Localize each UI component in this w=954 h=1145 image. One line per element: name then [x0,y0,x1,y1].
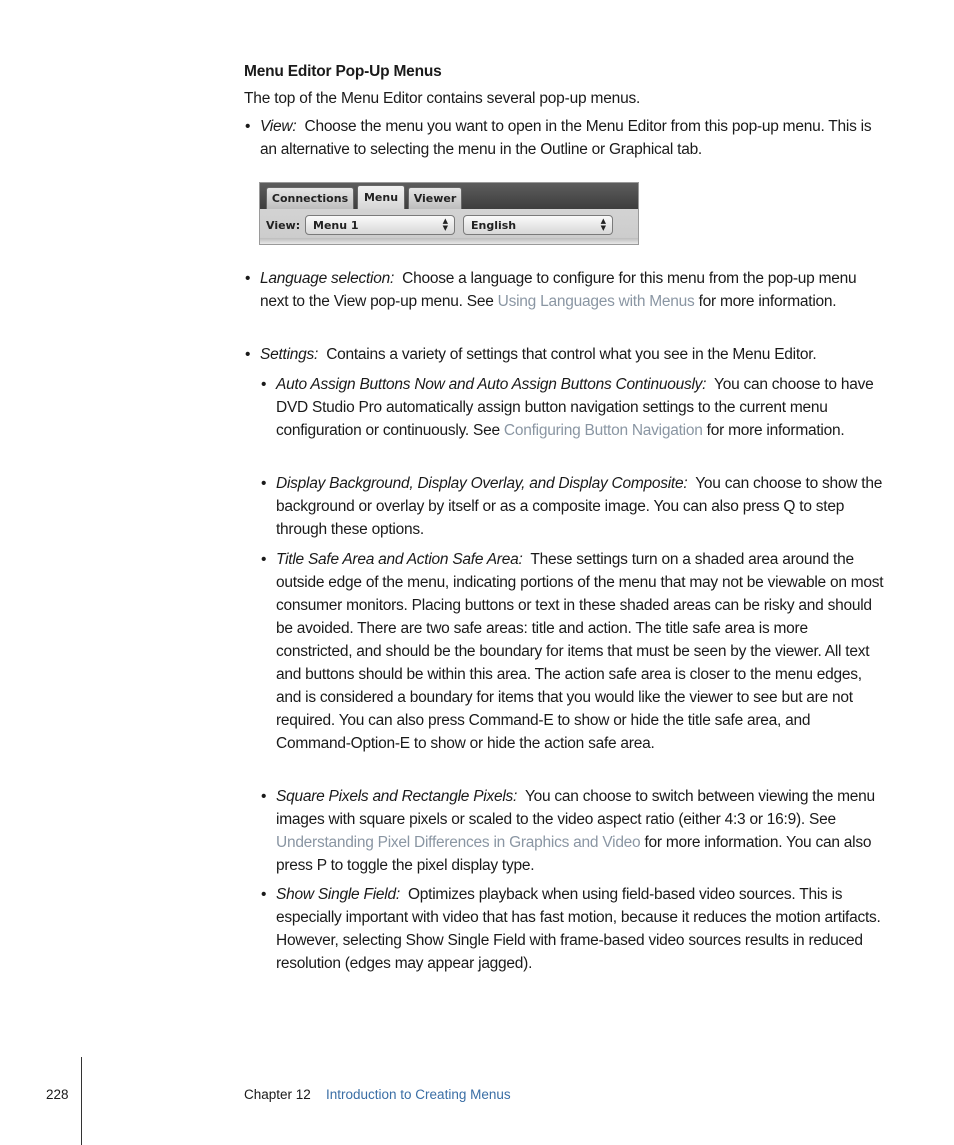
tab-menu[interactable]: Menu [357,185,405,209]
desc-auto-assign-1: You can choose to have DVD Studio Pro automatically assign button navigation settings to the current menu configuration or continuously. See [276,376,874,439]
bullet-marker: • [245,346,251,363]
term-safe-area: Title Safe Area and Action Safe Area: [276,551,523,568]
term-language: Language selection: [260,270,395,287]
link-configuring-button-navigation[interactable]: Configuring Button Navigation [503,422,703,439]
view-label: View: [266,219,301,232]
term-settings: Settings: [260,346,319,363]
link-pixel-differences[interactable]: Understanding Pixel Differences in Graphics and Video [276,834,641,851]
bullet-auto-assign [261,373,884,442]
bullet-pixels [261,785,884,877]
bullet-marker: • [261,475,267,492]
bullet-marker: • [245,270,251,287]
language-popup-value: English [471,218,517,232]
tab-viewer[interactable]: Viewer [408,187,462,209]
desc-language-1: Choose a language to configure for this menu from the pop-up menu next to the View pop-up menu. See [260,270,857,310]
footer-chapter-title-link[interactable]: Introduction to Creating Menus [326,1087,511,1102]
term-auto-assign: Auto Assign Buttons Now and Auto Assign Buttons Continuously: [276,376,707,393]
bullet-language [245,267,884,313]
term-display: Display Background, Display Overlay, and Display Composite: [276,475,688,492]
tab-connections[interactable]: Connections [266,187,354,209]
desc-auto-assign-2: for more information. [706,422,845,439]
bullet-view [245,115,884,161]
popup-arrows-icon: ▲ ▼ [442,217,448,232]
term-single-field: Show Single Field: [276,886,400,903]
term-view: View: [260,118,297,135]
desc-safe-area: These settings turn on a shaded area around the outside edge of the menu, indicating portions of the menu that may not be viewable on most consumer monitors. Placing buttons or text in these shaded areas can be risky and should be avoided. There are two safe areas: title and action. The title safe area is more constricted, and should be the boundary for items that must be seen by the viewer. All text and buttons should be within this area. The action safe area is closer to the menu edges, and is considered a boundary for items that you would like the viewer to see but are not required. You can also press Command-E to show or hide the title safe area, and Command-Option-E to show or hide the action safe area. [276,551,884,752]
bullet-marker: • [245,118,251,135]
desc-single-field: Optimizes playback when using field-based video sources. This is especially important with video that has fast motion, because it reduces the motion artifacts. However, selecting Show Single Field with frame-based video sources results in reduced resolution (edges may appear jagged). [276,886,881,972]
section-heading: Menu Editor Pop-Up Menus [244,63,442,80]
term-pixels: Square Pixels and Rectangle Pixels: [276,788,518,805]
bullet-display [261,472,884,541]
page-number: 228 [46,1087,69,1102]
desc-view: Choose the menu you want to open in the Menu Editor from this pop-up menu. This is an alternative to selecting the menu in the Outline or Graphical tab. [260,118,872,158]
desc-pixels-2: for more information. You can also press P to toggle the pixel display type. [276,834,872,874]
bullet-marker: • [261,551,267,568]
bullet-marker: • [261,788,267,805]
link-using-languages[interactable]: Using Languages with Menus [497,293,695,310]
language-popup[interactable] [463,215,613,235]
tab-strip [260,183,638,209]
desc-settings: Contains a variety of settings that control what you see in the Menu Editor. [326,346,817,363]
bullet-marker: • [261,886,267,903]
view-popup-value: Menu 1 [313,218,359,232]
desc-display: You can choose to show the background or overlay by itself or as a composite image. You can also press Q to step through these options. [276,475,883,538]
intro-paragraph: The top of the Menu Editor contains several pop-up menus. [244,90,641,107]
bullet-marker: • [261,376,267,393]
bullet-settings [245,343,884,366]
bullet-safe-area [261,548,884,755]
footer-divider [81,1057,82,1145]
desc-pixels-1: You can choose to switch between viewing the menu images with square pixels or scaled to the video aspect ratio (either 4:3 or 16:9). See [276,788,875,828]
screenshot-bottom-edge [260,238,638,244]
bullet-single-field [261,883,884,975]
view-popup[interactable] [305,215,455,235]
footer-chapter: Chapter 12 [244,1087,311,1102]
desc-language-2: for more information. [698,293,837,310]
menu-editor-screenshot [259,182,639,245]
popup-arrows-icon: ▲ ▼ [600,217,606,232]
